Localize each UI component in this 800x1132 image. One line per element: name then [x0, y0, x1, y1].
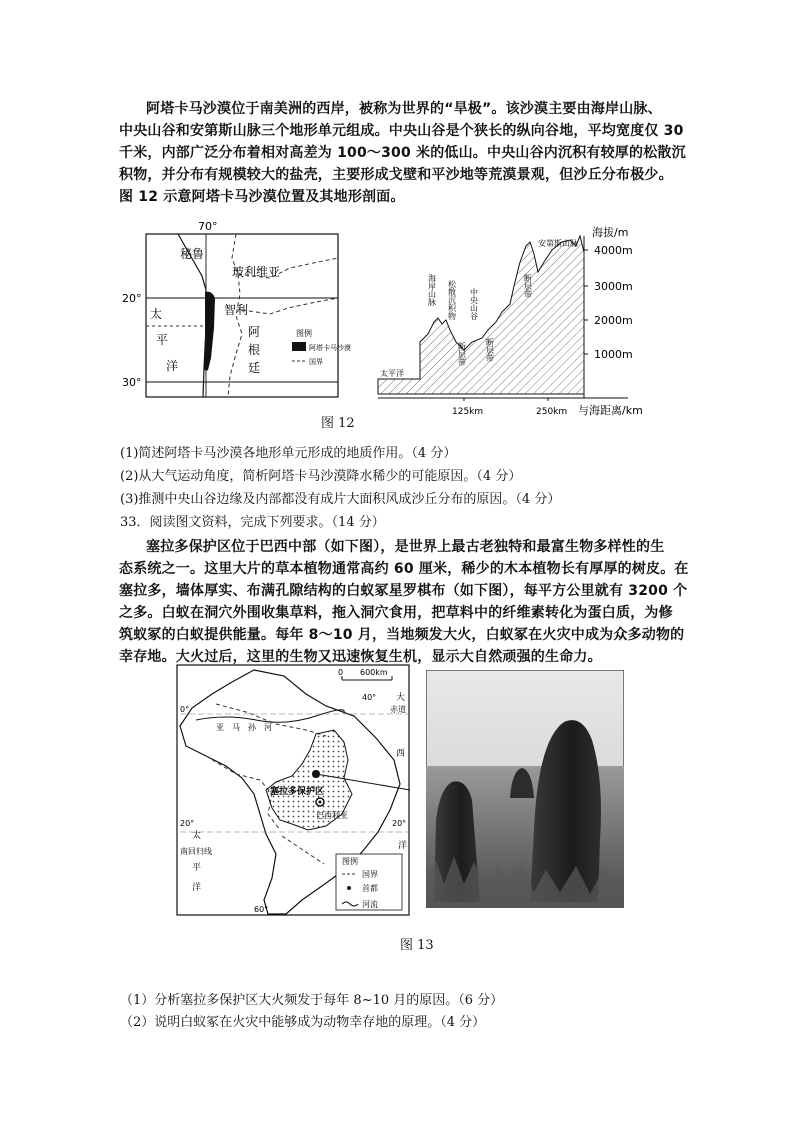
- legend-title: 图例: [296, 329, 312, 338]
- andes-label: 安第斯山脉: [538, 239, 578, 248]
- y-axis-title: 海拔/m: [592, 226, 629, 239]
- passage-line: 筑蚁冢的白蚁提供能量。每年 8～10 月，当地频发大火，白蚁冢在火灾中成为众多动物的: [119, 627, 685, 643]
- pacific-label: 洋: [192, 883, 202, 893]
- chile-label: 智利: [224, 303, 249, 317]
- legend-desert-label: 阿塔卡马沙漠: [309, 344, 351, 352]
- legend-river-label: 河流: [362, 900, 378, 909]
- pacific-label: 洋: [166, 359, 179, 373]
- question-33-heading: 33．阅读图文资料，完成下列要求。（14 分）: [120, 515, 385, 530]
- lat-20-right-label: 20°: [392, 819, 407, 828]
- atlantic-label: 西: [396, 749, 406, 759]
- passage-cerrado: [119, 536, 689, 668]
- x-tick-label: 125km: [452, 407, 484, 417]
- passage-atacama: [119, 98, 686, 208]
- argentina-label: 廷: [248, 361, 261, 375]
- figure-12-caption: 图 12: [321, 416, 355, 431]
- cerrado-location-map: [176, 664, 410, 916]
- lon-70-label: 70°: [198, 220, 218, 233]
- coastal-range-label: 海岸山脉: [427, 274, 437, 306]
- legend-border-label: 国界: [362, 870, 378, 879]
- question-line: (1)简述阿塔卡马沙漠各地形单元形成的地质作用。（4 分）: [120, 446, 457, 461]
- terrain-profile-fill: [378, 236, 584, 394]
- brasilia-label: 巴西利亚: [316, 811, 348, 820]
- atacama-terrain-profile: [372, 224, 652, 422]
- peru-label: 秘鲁: [180, 247, 205, 261]
- pacific-label: 太: [150, 307, 163, 321]
- passage-line: 塞拉多，墙体厚实、布满孔隙结构的白蚁冢星罗棋布（如下图），每平方公里就有 3200 个: [119, 583, 688, 599]
- argentina-label: 阿: [248, 325, 261, 339]
- scale-zero-label: 0: [338, 668, 344, 677]
- legend-border-label: 国界: [309, 358, 323, 366]
- fault-zone-label: 断层带: [457, 342, 467, 366]
- y-tick-label: 1000m: [594, 348, 633, 361]
- amazon-river-label: 亚 马 孙 河: [216, 723, 272, 732]
- atlantic-label: 洋: [398, 841, 408, 851]
- central-valley-label: 中央山谷: [469, 288, 479, 320]
- y-tick-label: 3000m: [594, 280, 633, 293]
- passage-line: 态系统之一。这里大片的草本植物通常高约 60 厘米，稀少的木本植物长有厚厚的树皮。在: [119, 561, 689, 577]
- legend-desert-swatch: [292, 342, 306, 351]
- loose-sediment-label: 松散沉积物: [447, 280, 457, 320]
- passage-line: 阿塔卡马沙漠位于南美洲的西岸，被称为世界的“旱极”。该沙漠主要由海岸山脉、: [146, 101, 662, 117]
- lat-30-label: 30°: [122, 376, 142, 389]
- equator-label: 赤道: [390, 705, 406, 714]
- termite-mound-photo: [426, 670, 624, 908]
- scale-end-label: 600km: [360, 668, 388, 677]
- passage-line: 图 12 示意阿塔卡马沙漠位置及其地形剖面。: [119, 189, 405, 205]
- question-line: (2)从大气运动角度，简析阿塔卡马沙漠降水稀少的可能原因。（4 分）: [120, 469, 522, 484]
- passage-line: 积物，并分布有规模较大的盐壳，主要形成戈壁和平沙地等荒漠景观，但沙丘分布极少。: [119, 167, 673, 183]
- fault-zone-label: 断层带: [485, 338, 495, 362]
- pacific-label: 太: [192, 831, 202, 841]
- legend-capital-label: 首都: [362, 884, 378, 893]
- pacific-label: 平: [192, 863, 202, 873]
- fault-zone-label: 断层带: [523, 274, 533, 298]
- lon-40-label: 40°: [362, 693, 377, 702]
- atlantic-label: 大: [396, 693, 406, 703]
- x-axis-title: 与海距离/km: [578, 404, 643, 417]
- question-line: （2）说明白蚁冢在火灾中能够成为动物幸存地的原理。（4 分）: [120, 1015, 486, 1030]
- lat-0-label: 0°: [180, 705, 190, 714]
- lat-20-label: 20°: [122, 292, 142, 305]
- cerrado-reserve-label: 塞拉多保护区: [270, 787, 325, 797]
- lon-60-label: 60°: [254, 905, 269, 914]
- question-line: （1）分析塞拉多保护区大火频发于每年 8~10 月的原因。（6 分）: [120, 993, 504, 1008]
- tropic-label: 南回归线: [180, 847, 212, 856]
- passage-line: 之多。白蚁在洞穴外围收集草料，拖入洞穴食用，把草料中的纤维素转化为蛋白质，为修: [119, 605, 673, 621]
- pacific-label: 平: [156, 333, 169, 347]
- pacific-sea-label: 太平洋: [380, 369, 404, 378]
- legend-title: 图例: [342, 857, 358, 866]
- question-line: (3)推测中央山谷边缘及内部都没有成片大面积风成沙丘分布的原因。（4 分）: [120, 492, 561, 507]
- passage-line: 幸存地。大火过后，这里的生物又迅速恢复生机，显示大自然顽强的生命力。: [119, 649, 602, 665]
- passage-line: 中央山谷和安第斯山脉三个地形单元组成。中央山谷是个狭长的纵向谷地，平均宽度仅 30: [119, 123, 684, 139]
- figure-13-caption: 图 13: [400, 938, 434, 953]
- y-tick-label: 2000m: [594, 314, 633, 327]
- y-tick-label: 4000m: [594, 244, 633, 257]
- passage-line: 千米，内部广泛分布着相对高差为 100～300 米的低山。中央山谷内沉积有较厚的松散沉: [119, 145, 686, 161]
- atacama-location-map: [120, 218, 356, 403]
- passage-line: 塞拉多保护区位于巴西中部（如下图），是世界上最古老独特和最富生物多样性的生: [146, 539, 665, 555]
- lat-20-left-label: 20°: [180, 819, 195, 828]
- bolivia-label: 玻利维亚: [232, 265, 281, 279]
- argentina-label: 根: [248, 343, 261, 357]
- x-tick-label: 250km: [536, 407, 568, 417]
